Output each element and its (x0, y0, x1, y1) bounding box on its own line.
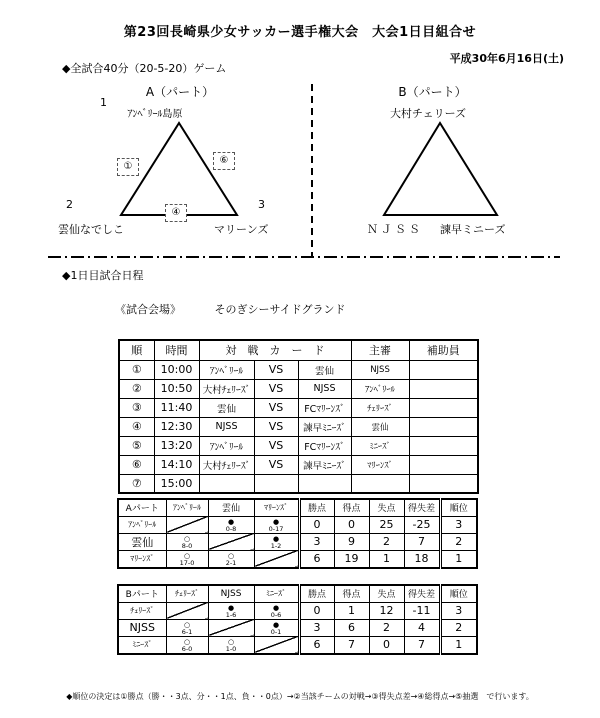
stat-header-goals-against: 失点 (369, 585, 404, 602)
assistant (409, 360, 478, 379)
result-cell (254, 533, 299, 550)
bracket-a-seed-3: 3 (258, 198, 265, 211)
vs-label: VS (254, 436, 298, 455)
result-score: 8-0 (181, 541, 193, 550)
referee: 雲仙 (351, 417, 409, 436)
bracket-a-team-top: ｱﾝﾍﾞﾘｰﾙ島原 (127, 109, 183, 120)
result-score: 0-8 (225, 524, 237, 533)
away-team (298, 474, 351, 493)
vs-label (254, 474, 298, 493)
referee: NJSS (351, 360, 409, 379)
referee (351, 474, 409, 493)
result-cell (166, 550, 208, 568)
schedule-table (118, 339, 479, 494)
rank: 3 (440, 602, 477, 619)
result-score: 2-1 (225, 558, 237, 567)
result-mark: ● (227, 603, 235, 612)
bracket-a (55, 82, 305, 260)
result-mark: ● (272, 534, 280, 543)
result-score: 0-17 (268, 524, 284, 533)
assistant (409, 455, 478, 474)
schedule-row (119, 398, 478, 417)
bracket-a-seed-2: 2 (66, 198, 73, 211)
home-team: 大村ﾁｪﾘｰｽﾞ (199, 455, 254, 474)
goals-for: 1 (334, 602, 369, 619)
result-cell (208, 550, 254, 568)
goals-against: 2 (369, 619, 404, 636)
opponent-header: 雲仙 (208, 499, 254, 516)
result-mark: ● (227, 517, 235, 526)
schedule-row (119, 474, 478, 493)
assistant (409, 417, 478, 436)
venue-line (115, 301, 346, 317)
result-cell (208, 602, 254, 619)
away-team: 諫早ﾐﾆｰｽﾞ (298, 417, 351, 436)
col-header-assistant: 補助員 (409, 340, 478, 360)
venue-label: 《試合会場》 (115, 303, 181, 316)
away-team: FCﾏﾘｰﾝｽﾞ (298, 436, 351, 455)
section-divider (48, 256, 560, 258)
self-match-cell (166, 516, 208, 533)
part-label: Bパート (118, 585, 166, 602)
referee: ﾁｪﾘｰｽﾞ (351, 398, 409, 417)
result-mark: ○ (227, 637, 235, 646)
stat-header-points: 勝点 (299, 585, 334, 602)
referee: ｱﾝﾍﾞﾘｰﾙ (351, 379, 409, 398)
goals-against: 0 (369, 636, 404, 654)
home-team: ｱﾝﾍﾞﾘｰﾙ (199, 360, 254, 379)
points: 6 (299, 550, 334, 568)
rank: 3 (440, 516, 477, 533)
referee: ﾐﾆｰｽﾞ (351, 436, 409, 455)
bracket-b-team-right: 諫早ミニーズ (440, 223, 506, 236)
schedule-row (119, 379, 478, 398)
stat-header-rank: 順位 (440, 585, 477, 602)
result-cell (208, 636, 254, 654)
goal-diff: -25 (404, 516, 440, 533)
goal-diff: 7 (404, 636, 440, 654)
match-time: 14:10 (154, 455, 199, 474)
stat-header-goal-diff: 得失差 (404, 585, 440, 602)
opponent-header: ｱﾝﾍﾞﾘｰﾙ (166, 499, 208, 516)
col-header-referee: 主審 (351, 340, 409, 360)
ranking-rules-note: ◆順位の決定は①勝点（勝・・3点、分・・1点、負・・0点）→②当該チームの対戦→③得失点差→④総得点→⑤抽選 で行います。 (66, 692, 534, 701)
stat-header-goals-for: 得点 (334, 499, 369, 516)
bracket-a-match-number-left: ① (117, 158, 139, 176)
stat-header-rank: 順位 (440, 499, 477, 516)
standings-header-row (118, 499, 477, 516)
vs-label: VS (254, 417, 298, 436)
home-team: 雲仙 (199, 398, 254, 417)
match-no: ⑤ (119, 436, 154, 455)
bracket-b (330, 82, 580, 260)
col-header-card: 対 戦 カ ー ド (199, 340, 351, 360)
goals-against: 2 (369, 533, 404, 550)
result-score: 0-6 (270, 610, 282, 619)
schedule-row (119, 436, 478, 455)
vs-label: VS (254, 379, 298, 398)
result-mark: ● (272, 517, 280, 526)
self-match-cell (166, 602, 208, 619)
match-no: ④ (119, 417, 154, 436)
result-mark: ○ (183, 534, 191, 543)
goal-diff: 18 (404, 550, 440, 568)
goals-for: 6 (334, 619, 369, 636)
standings-header-row (118, 585, 477, 602)
page-title: 第23回長崎県少女サッカー選手権大会 大会1日目組合せ (123, 25, 477, 40)
match-no: ⑥ (119, 455, 154, 474)
result-cell (254, 602, 299, 619)
standings-row (118, 550, 477, 568)
goal-diff: 4 (404, 619, 440, 636)
result-cell (254, 619, 299, 636)
result-score: 1-6 (225, 610, 237, 619)
home-team (199, 474, 254, 493)
rank: 1 (440, 636, 477, 654)
points: 6 (299, 636, 334, 654)
match-no: ⑦ (119, 474, 154, 493)
match-no: ③ (119, 398, 154, 417)
goals-against: 1 (369, 550, 404, 568)
points: 0 (299, 602, 334, 619)
away-team: FCﾏﾘｰﾝｽﾞ (298, 398, 351, 417)
stat-header-goal-diff: 得失差 (404, 499, 440, 516)
team-name: 雲仙 (118, 533, 166, 550)
result-score: 6-0 (181, 644, 193, 653)
match-time: 15:00 (154, 474, 199, 493)
standings-row (118, 636, 477, 654)
result-mark: ○ (183, 620, 191, 629)
bracket-b-label: B（パート） (398, 85, 467, 99)
match-time: 12:30 (154, 417, 199, 436)
vs-label: VS (254, 398, 298, 417)
goals-for: 9 (334, 533, 369, 550)
self-match-cell (208, 619, 254, 636)
venue-name: そのぎシーサイドグランド (214, 303, 346, 316)
event-date: 平成30年6月16日(土) (449, 52, 564, 65)
vs-label: VS (254, 455, 298, 474)
result-cell (166, 533, 208, 550)
col-header-time: 時間 (154, 340, 199, 360)
result-mark: ○ (183, 551, 191, 560)
referee: ﾏﾘｰﾝｽﾞ (351, 455, 409, 474)
away-team: 雲仙 (298, 360, 351, 379)
self-match-cell (254, 550, 299, 568)
game-format-note: ◆全試合40分（20-5-20）ゲーム (62, 62, 227, 75)
team-name: NJSS (118, 619, 166, 636)
result-score: 6-1 (181, 627, 193, 636)
assistant (409, 398, 478, 417)
opponent-header: ﾐﾆｰｽﾞ (254, 585, 299, 602)
result-score: 1-2 (270, 541, 282, 550)
goals-for: 19 (334, 550, 369, 568)
match-time: 13:20 (154, 436, 199, 455)
result-mark: ○ (183, 637, 191, 646)
points: 3 (299, 533, 334, 550)
result-score: 1-0 (225, 644, 237, 653)
schedule-row (119, 360, 478, 379)
home-team: ｱﾝﾍﾞﾘｰﾙ (199, 436, 254, 455)
result-score: 0-1 (270, 627, 282, 636)
standings-row (118, 619, 477, 636)
goals-for: 7 (334, 636, 369, 654)
self-match-cell (208, 533, 254, 550)
team-name: ﾏﾘｰﾝｽﾞ (118, 550, 166, 568)
stat-header-points: 勝点 (299, 499, 334, 516)
goals-against: 25 (369, 516, 404, 533)
match-no: ① (119, 360, 154, 379)
away-team: 諫早ﾐﾆｰｽﾞ (298, 455, 351, 474)
bracket-a-team-left: 雲仙なでしこ (58, 223, 124, 236)
schedule-row (119, 417, 478, 436)
home-team: NJSS (199, 417, 254, 436)
points: 3 (299, 619, 334, 636)
standings-table-b (117, 584, 478, 655)
away-team: NJSS (298, 379, 351, 398)
points: 0 (299, 516, 334, 533)
assistant (409, 474, 478, 493)
match-no: ② (119, 379, 154, 398)
bracket-a-seed-1: 1 (100, 96, 107, 109)
stat-header-goals-against: 失点 (369, 499, 404, 516)
home-team: 大村ﾁｪﾘｰｽﾞ (199, 379, 254, 398)
goals-against: 12 (369, 602, 404, 619)
standings-row (118, 602, 477, 619)
rank: 2 (440, 619, 477, 636)
goal-diff: 7 (404, 533, 440, 550)
match-time: 10:50 (154, 379, 199, 398)
opponent-header: NJSS (208, 585, 254, 602)
match-time: 11:40 (154, 398, 199, 417)
bracket-a-match-number-right: ⑥ (213, 152, 235, 170)
standings-row (118, 533, 477, 550)
bracket-b-team-left: ＮＪＳＳ (367, 223, 423, 236)
bracket-divider-vertical (311, 84, 313, 256)
assistant (409, 436, 478, 455)
opponent-header: ﾁｪﾘｰｽﾞ (166, 585, 208, 602)
result-mark: ● (272, 603, 280, 612)
result-cell (166, 636, 208, 654)
team-name: ﾁｪﾘｰｽﾞ (118, 602, 166, 619)
schedule-header-row (119, 340, 478, 360)
rank: 1 (440, 550, 477, 568)
assistant (409, 379, 478, 398)
result-mark: ○ (227, 551, 235, 560)
bracket-a-label: A（パート） (145, 85, 215, 99)
schedule-heading: ◆1日目試合日程 (62, 269, 144, 282)
bracket-a-team-right: マリーンズ (214, 223, 269, 236)
col-header-no: 順 (119, 340, 154, 360)
vs-label: VS (254, 360, 298, 379)
bracket-a-match-number-bottom: ④ (165, 204, 187, 222)
self-match-cell (254, 636, 299, 654)
standings-table-a (117, 498, 478, 569)
match-time: 10:00 (154, 360, 199, 379)
part-label: Aパート (118, 499, 166, 516)
rank: 2 (440, 533, 477, 550)
bracket-b-team-top: 大村チェリーズ (389, 107, 467, 120)
result-cell (166, 619, 208, 636)
result-mark: ● (272, 620, 280, 629)
stat-header-goals-for: 得点 (334, 585, 369, 602)
result-cell (254, 516, 299, 533)
standings-row (118, 516, 477, 533)
result-score: 17-0 (179, 558, 195, 567)
schedule-row (119, 455, 478, 474)
opponent-header: ﾏﾘｰﾝｽﾞ (254, 499, 299, 516)
goal-diff: -11 (404, 602, 440, 619)
team-name: ﾐﾆｰｽﾞ (118, 636, 166, 654)
goals-for: 0 (334, 516, 369, 533)
result-cell (208, 516, 254, 533)
team-name: ｱﾝﾍﾞﾘｰﾙ (118, 516, 166, 533)
